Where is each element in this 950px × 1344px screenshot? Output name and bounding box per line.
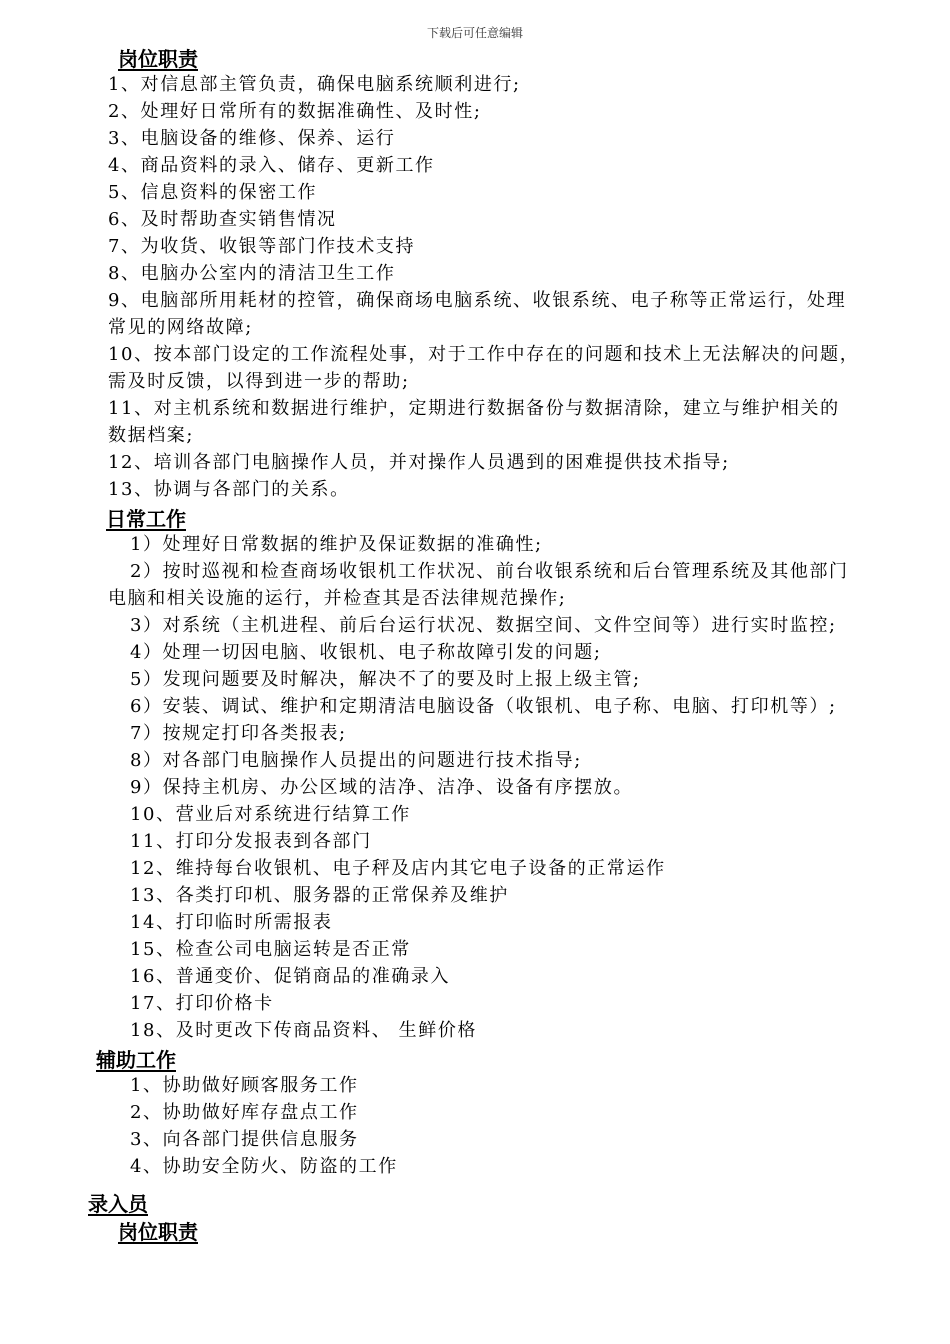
- daily-item: 4）处理一切因电脑、收银机、电子称故障引发的问题;: [130, 642, 602, 663]
- section-heading-daily-work: 日常工作: [106, 507, 186, 531]
- daily-item: 15、检查公司电脑运转是否正常: [130, 939, 411, 960]
- daily-item: 14、打印临时所需报表: [130, 912, 333, 933]
- daily-item: 17、打印价格卡: [130, 993, 274, 1014]
- daily-item: 2）按时巡视和检查商场收银机工作状况、前台收银系统和后台管理系统及其他部门: [130, 561, 849, 582]
- duty-item-continuation: 常见的网络故障;: [108, 317, 253, 338]
- duty-item-continuation: 需及时反馈，以得到进一步的帮助;: [108, 371, 410, 392]
- duty-item: 7、为收货、收银等部门作技术支持: [108, 236, 416, 257]
- duty-item: 13、协调与各部门的关系。: [108, 479, 350, 500]
- daily-item: 1）处理好日常数据的维护及保证数据的准确性;: [130, 534, 543, 555]
- daily-item: 3）对系统（主机进程、前后台运行状况、数据空间、文件空间等）进行实时监控;: [130, 615, 837, 636]
- auxiliary-item: 4、协助安全防火、防盗的工作: [130, 1156, 398, 1177]
- duty-item: 11、对主机系统和数据进行维护，定期进行数据备份与数据清除，建立与维护相关的: [108, 398, 840, 419]
- auxiliary-item: 1、协助做好顾客服务工作: [130, 1075, 359, 1096]
- duty-item: 10、按本部门设定的工作流程处事，对于工作中存在的问题和技术上无法解决的问题，: [108, 344, 860, 365]
- page-header-note: 下载后可任意编辑: [426, 26, 523, 40]
- section-subheading-job-duties: 岗位职责: [118, 1220, 198, 1244]
- daily-item: 13、各类打印机、服务器的正常保养及维护: [130, 885, 509, 906]
- duty-item: 8、电脑办公室内的清洁卫生工作: [108, 263, 396, 284]
- daily-item: 9）保持主机房、办公区域的洁净、洁净、设备有序摆放。: [130, 777, 634, 798]
- auxiliary-item: 3、向各部门提供信息服务: [130, 1129, 359, 1150]
- duty-item: 6、及时帮助查实销售情况: [108, 209, 337, 230]
- auxiliary-item: 2、协助做好库存盘点工作: [130, 1102, 359, 1123]
- daily-item: 6）安装、调试、维护和定期清洁电脑设备（收银机、电子称、电脑、打印机等）;: [130, 696, 837, 717]
- duty-item: 4、商品资料的录入、储存、更新工作: [108, 155, 435, 176]
- section-heading-job-duties: 岗位职责: [118, 47, 198, 71]
- daily-item-continuation: 电脑和相关设施的运行，并检查其是否法律规范操作;: [108, 588, 567, 609]
- daily-item: 11、打印分发报表到各部门: [130, 831, 372, 852]
- duty-item: 9、电脑部所用耗材的控管，确保商场电脑系统、收银系统、电子称等正常运行，处理: [108, 290, 847, 311]
- section-heading-auxiliary-work: 辅助工作: [96, 1048, 176, 1072]
- daily-item: 10、营业后对系统进行结算工作: [130, 804, 411, 825]
- daily-item: 8）对各部门电脑操作人员提出的问题进行技术指导;: [130, 750, 582, 771]
- daily-item: 16、普通变价、促销商品的准确录入: [130, 966, 451, 987]
- duty-item-continuation: 数据档案;: [108, 425, 195, 446]
- duty-item: 2、处理好日常所有的数据准确性、及时性;: [108, 101, 482, 122]
- daily-item: 18、及时更改下传商品资料、 生鲜价格: [130, 1020, 478, 1041]
- daily-item: 7）按规定打印各类报表;: [130, 723, 347, 744]
- daily-item: 12、维持每台收银机、电子秤及店内其它电子设备的正常运作: [130, 858, 666, 879]
- daily-item: 5）发现问题要及时解决，解决不了的要及时上报上级主管;: [130, 669, 641, 690]
- duty-item: 3、电脑设备的维修、保养、运行: [108, 128, 396, 149]
- section-heading-data-entry-clerk: 录入员: [88, 1192, 148, 1216]
- duty-item: 1、对信息部主管负责，确保电脑系统顺利进行;: [108, 74, 521, 95]
- duty-item: 12、培训各部门电脑操作人员，并对操作人员遇到的困难提供技术指导;: [108, 452, 730, 473]
- duty-item: 5、信息资料的保密工作: [108, 182, 318, 203]
